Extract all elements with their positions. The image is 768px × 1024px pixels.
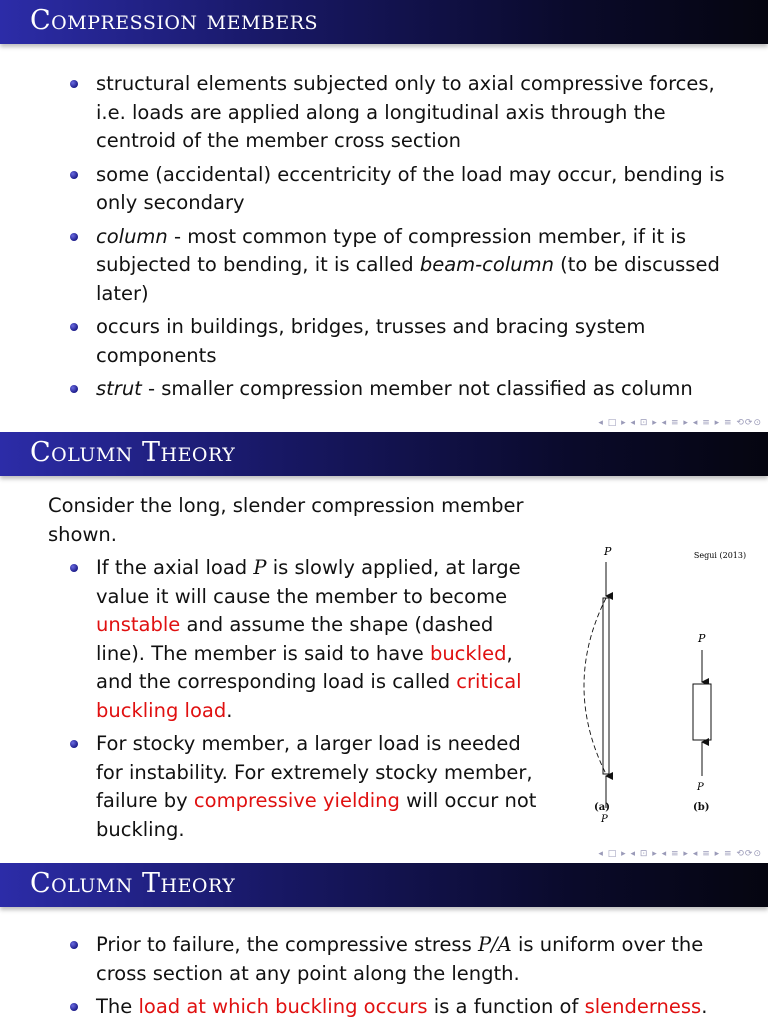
bullet-text: P/A xyxy=(477,933,512,956)
beamer-navigation[interactable]: ◂ □ ▸ ◂ ⊡ ▸ ◂ ≡ ▸ ◂ ≡ ▸ ≡ ⟲⟳⊙ xyxy=(598,849,762,859)
bullet-list xyxy=(70,70,730,409)
figure-label-a: (a) xyxy=(594,802,610,813)
stocky-column xyxy=(693,684,711,740)
load-label-bottom-b: P xyxy=(697,782,704,793)
bullet-icon xyxy=(70,385,78,393)
bullet-list xyxy=(70,931,740,1024)
bullet-text: strut xyxy=(96,377,142,400)
bullet-text: is uniform over the cross section at any point along the length. xyxy=(96,933,704,985)
bullet-icon xyxy=(70,233,78,241)
bullet-text: - smaller compression member not classified as column xyxy=(141,377,693,400)
bullet-text: . xyxy=(226,698,233,722)
bullet-item xyxy=(70,161,730,218)
figure-credit: Segui (2013) xyxy=(693,551,747,560)
bullet-text: will occur not buckling. xyxy=(96,789,537,841)
slide-title: Column Theory xyxy=(30,868,236,899)
bullet-text: structural elements subjected only to axial compressive forces, i.e. loads are applied along a longitudinal axis through the centroid of the member cross section xyxy=(96,72,715,152)
bullet-text: occurs in buildings, bridges, trusses and bracing system components xyxy=(96,315,646,367)
bullet-text: P xyxy=(253,556,267,579)
load-label-bottom-a: P xyxy=(601,814,608,825)
highlight-text: load at which buckling occurs xyxy=(138,995,428,1018)
highlight-text: critical buckling load xyxy=(96,670,522,722)
buckling-figure xyxy=(560,540,760,830)
slide-compression-members xyxy=(0,0,768,432)
bullet-text: If the axial load xyxy=(96,556,254,579)
bullet-icon xyxy=(70,80,78,88)
slide-title-bar xyxy=(0,432,768,476)
bullet-text: The xyxy=(96,995,139,1018)
bullet-list xyxy=(70,554,540,849)
bullet-text: , and the corresponding load is called xyxy=(96,641,513,693)
bullet-text: is a function of xyxy=(427,995,585,1018)
beamer-navigation[interactable]: ◂ □ ▸ ◂ ⊡ ▸ ◂ ≡ ▸ ◂ ≡ ▸ ≡ ⟲⟳⊙ xyxy=(598,418,762,428)
bullet-item xyxy=(70,375,730,404)
bullet-icon xyxy=(70,323,78,331)
figure-label-b: (b) xyxy=(693,802,710,813)
bullet-item xyxy=(70,931,740,988)
bullet-item xyxy=(70,993,740,1022)
bullet-text: is slowly applied, at large value it will cause the member to become xyxy=(96,556,521,608)
bullet-text: - most common type of compression member, if it is subjected to bending, it is called xyxy=(96,224,686,276)
bullet-text: column xyxy=(96,224,168,248)
bullet-item xyxy=(70,70,730,156)
intro-text: Consider the long, slender compression member shown. xyxy=(48,494,524,546)
load-label-top-b: P xyxy=(698,632,706,645)
bullet-icon xyxy=(70,740,78,748)
bullet-text: some (accidental) eccentricity of the load may occur, bending is only secondary xyxy=(96,162,725,214)
bullet-text: . xyxy=(701,995,708,1018)
slide-column-theory-2 xyxy=(0,863,768,1024)
bullet-text: beam-column xyxy=(419,253,554,276)
slide-title-bar xyxy=(0,863,768,907)
bullet-text: For stocky member, a larger load is needed for instability. For extremely stocky member, failure by xyxy=(96,732,533,812)
highlight-text: unstable xyxy=(96,613,181,636)
slide-title: Compression members xyxy=(30,5,319,36)
bullet-item xyxy=(70,730,540,844)
bullet-item xyxy=(70,554,540,725)
bullet-item xyxy=(70,313,730,370)
slide-title-bar xyxy=(0,0,768,44)
bullet-text: (to be discussed later) xyxy=(96,253,720,305)
long-column xyxy=(603,598,609,774)
bullet-text: Prior to failure, the compressive stress xyxy=(96,933,478,956)
highlight-text: buckled xyxy=(429,641,507,665)
highlight-text: compressive yielding xyxy=(193,789,400,812)
slide-title: Column Theory xyxy=(30,437,236,468)
bullet-icon xyxy=(70,171,78,179)
bullet-icon xyxy=(70,564,78,572)
bullet-item xyxy=(70,223,730,309)
bullet-icon xyxy=(70,941,78,949)
highlight-text: slenderness xyxy=(584,995,702,1018)
slide-column-theory-1 xyxy=(0,432,768,863)
bullet-icon xyxy=(70,1003,78,1011)
load-label-top-a: P xyxy=(604,545,612,558)
bullet-text: and assume the shape (dashed line). The member is said to have xyxy=(96,613,494,665)
